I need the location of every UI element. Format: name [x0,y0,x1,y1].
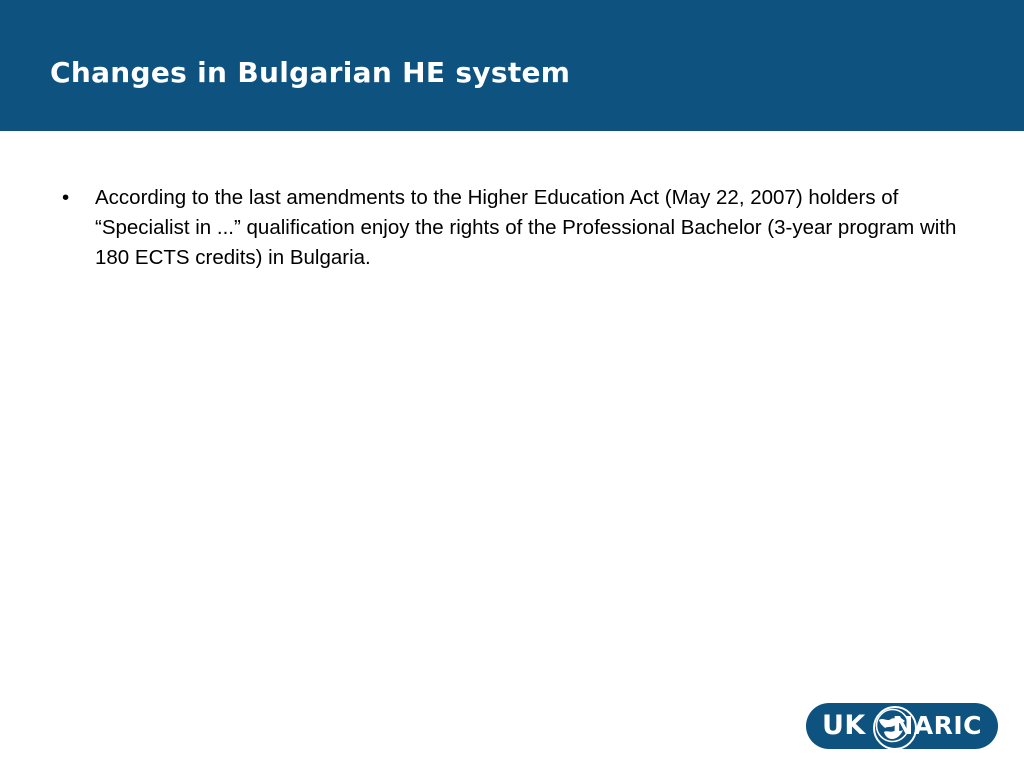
logo-naric-text: NARIC [892,711,982,740]
bullet-text: According to the last amendments to the Higher Education Act (May 22, 2007) holders of “Specialist in ...” qualification enjoy the rights of the Professional Bachelor (3-year program with 180 ECTS credits) in Bulgaria. [95,186,957,270]
slide-title-bar [0,0,1024,131]
uk-naric-logo [806,703,998,749]
logo-uk-text: UK [822,710,866,741]
page-title: Changes in Bulgarian HE system [50,56,571,89]
list-item [55,183,975,273]
slide-body [0,131,1024,768]
bullet-marker-icon: • [62,186,70,209]
bullet-list [55,183,975,273]
